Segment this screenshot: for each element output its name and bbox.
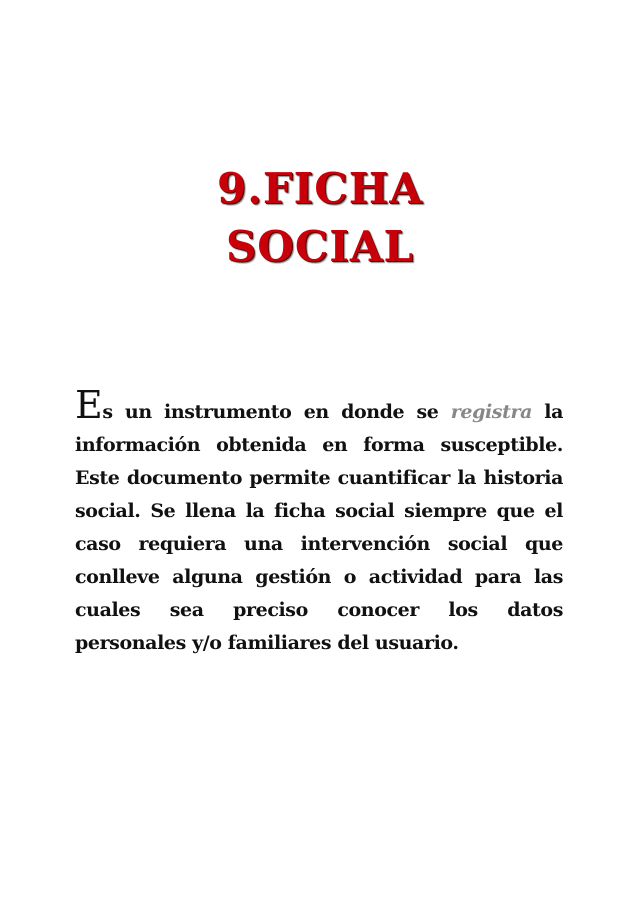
page-title [150, 160, 490, 276]
paragraph-rest: la información obtenida en forma susceptible. Este documento permite cuantificar la historia social. Se llena la ficha social siempre que el caso requiera una intervención social que conlleve alguna gestión o actividad para las cuales sea preciso conocer los datos personales y/o familiares del usuario. [75, 401, 563, 654]
emphasized-word: registra [450, 401, 532, 423]
paragraph-lead: s un instrumento en donde se [102, 401, 451, 423]
body-paragraph [75, 383, 563, 660]
title-line-2: SOCIAL [225, 222, 415, 271]
drop-cap: E [75, 383, 103, 427]
title-line-1: 9.FICHA [216, 164, 423, 213]
